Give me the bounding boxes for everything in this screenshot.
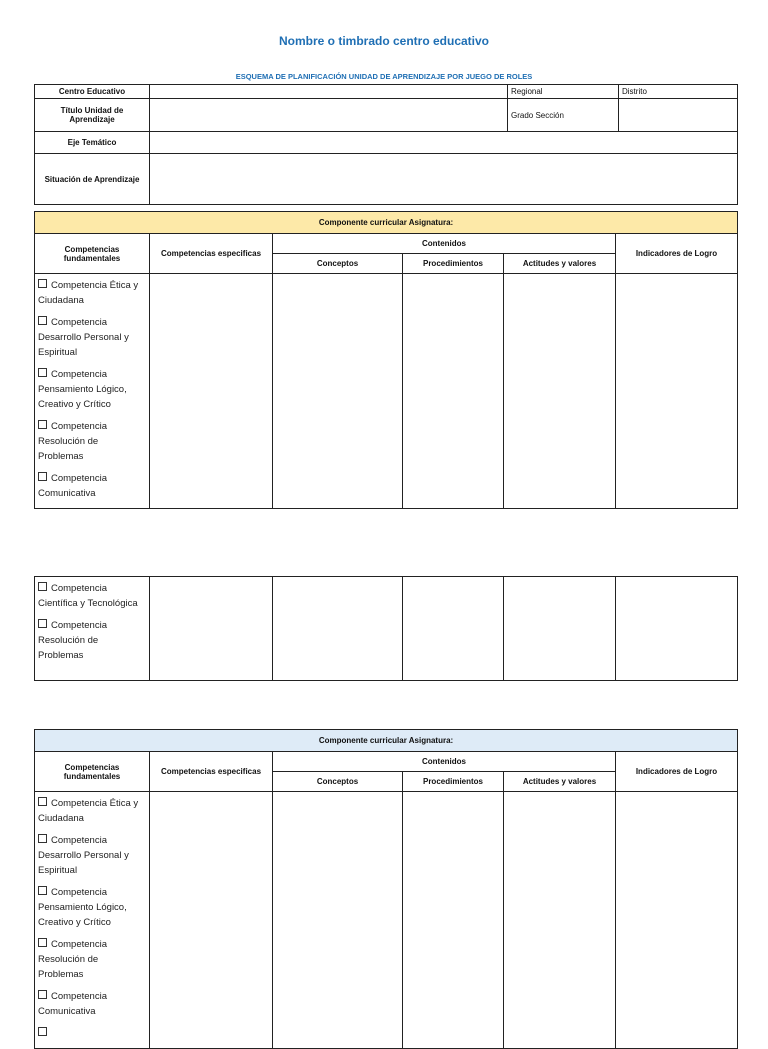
- situacion-value[interactable]: [150, 154, 738, 205]
- competencia-item[interactable]: [38, 1026, 146, 1041]
- checkbox-icon[interactable]: [38, 886, 47, 895]
- document-title: Nombre o timbrado centro educativo: [278, 34, 490, 48]
- distrito-label[interactable]: Distrito: [619, 85, 738, 99]
- indicadores-cell[interactable]: [616, 577, 738, 681]
- actitudes-cell[interactable]: [504, 577, 616, 681]
- competencia-item[interactable]: Competencia Ética y Ciudadana: [38, 798, 139, 824]
- especificas-cell[interactable]: [150, 577, 273, 681]
- competencia-item[interactable]: Competencia Científica y Tecnológica: [38, 583, 138, 609]
- competencia-item[interactable]: Competencia Desarrollo Personal y Espiritual: [38, 317, 129, 358]
- competencia-item[interactable]: Competencia Pensamiento Lógico, Creativo y Crítico: [38, 369, 127, 410]
- checkbox-icon[interactable]: [38, 316, 47, 325]
- componente-band: Componente curricular Asignatura:: [35, 212, 738, 234]
- planning-table-2: [34, 576, 738, 681]
- col-conceptos: Conceptos: [273, 772, 403, 792]
- planning-table-1: [34, 211, 738, 509]
- competencia-item[interactable]: Competencia Ética y Ciudadana: [38, 280, 139, 306]
- eje-value[interactable]: [150, 132, 738, 154]
- competencia-item[interactable]: Competencia Desarrollo Personal y Espiritual: [38, 835, 129, 876]
- col-especificas: Competencias especificas: [150, 752, 273, 792]
- checkbox-icon[interactable]: [38, 990, 47, 999]
- col-fundamentales: Competencias fundamentales: [35, 234, 150, 274]
- competencia-item[interactable]: Competencia Comunicativa: [38, 991, 107, 1017]
- document-subtitle: ESQUEMA DE PLANIFICACIÓN UNIDAD DE APRENDIZAJE POR JUEGO DE ROLES: [235, 72, 533, 81]
- especificas-cell[interactable]: [150, 274, 273, 509]
- checkbox-icon[interactable]: [38, 582, 47, 591]
- componente-band: Componente curricular Asignatura:: [35, 730, 738, 752]
- checkbox-icon[interactable]: [38, 472, 47, 481]
- checkbox-icon[interactable]: [38, 368, 47, 377]
- competencia-item[interactable]: Competencia Comunicativa: [38, 473, 107, 499]
- checkbox-icon[interactable]: [38, 279, 47, 288]
- col-especificas: Competencias especificas: [150, 234, 273, 274]
- indicadores-cell[interactable]: [616, 274, 738, 509]
- col-contenidos: Contenidos: [273, 234, 616, 254]
- checkbox-icon[interactable]: [38, 834, 47, 843]
- titulo-label: Título Unidad de Aprendizaje: [35, 99, 150, 132]
- col-actitudes: Actitudes y valores: [504, 254, 616, 274]
- regional-label[interactable]: Regional: [508, 85, 619, 99]
- competencia-item[interactable]: Competencia Resolución de Problemas: [38, 421, 107, 462]
- eje-label: Eje Temático: [35, 132, 150, 154]
- procedimientos-cell[interactable]: [403, 577, 504, 681]
- checkbox-icon[interactable]: [38, 1027, 47, 1036]
- centro-value[interactable]: [150, 85, 508, 99]
- situacion-label: Situación de Aprendizaje: [35, 154, 150, 205]
- actitudes-cell[interactable]: [504, 274, 616, 509]
- competencia-item[interactable]: Competencia Pensamiento Lógico, Creativo y Crítico: [38, 887, 127, 928]
- grado-label[interactable]: Grado Sección: [508, 99, 619, 132]
- col-indicadores: Indicadores de Logro: [616, 752, 738, 792]
- checkbox-icon[interactable]: [38, 420, 47, 429]
- conceptos-cell[interactable]: [273, 792, 403, 1049]
- col-contenidos: Contenidos: [273, 752, 616, 772]
- competencia-item[interactable]: Competencia Resolución de Problemas: [38, 939, 107, 980]
- centro-label: Centro Educativo: [35, 85, 150, 99]
- procedimientos-cell[interactable]: [403, 274, 504, 509]
- conceptos-cell[interactable]: [273, 274, 403, 509]
- col-indicadores: Indicadores de Logro: [616, 234, 738, 274]
- planning-table-3: [34, 729, 738, 1049]
- actitudes-cell[interactable]: [504, 792, 616, 1049]
- col-conceptos: Conceptos: [273, 254, 403, 274]
- competencias-list: [35, 792, 150, 1049]
- competencias-list: [35, 577, 150, 681]
- competencia-item[interactable]: Competencia Resolución de Problemas: [38, 620, 107, 661]
- checkbox-icon[interactable]: [38, 619, 47, 628]
- grado-value[interactable]: [619, 99, 738, 132]
- indicadores-cell[interactable]: [616, 792, 738, 1049]
- competencias-list: [35, 274, 150, 509]
- info-table: [34, 84, 738, 205]
- checkbox-icon[interactable]: [38, 938, 47, 947]
- col-actitudes: Actitudes y valores: [504, 772, 616, 792]
- especificas-cell[interactable]: [150, 792, 273, 1049]
- checkbox-icon[interactable]: [38, 797, 47, 806]
- col-procedimientos: Procedimientos: [403, 772, 504, 792]
- conceptos-cell[interactable]: [273, 577, 403, 681]
- col-fundamentales: Competencias fundamentales: [35, 752, 150, 792]
- col-procedimientos: Procedimientos: [403, 254, 504, 274]
- titulo-value[interactable]: [150, 99, 508, 132]
- procedimientos-cell[interactable]: [403, 792, 504, 1049]
